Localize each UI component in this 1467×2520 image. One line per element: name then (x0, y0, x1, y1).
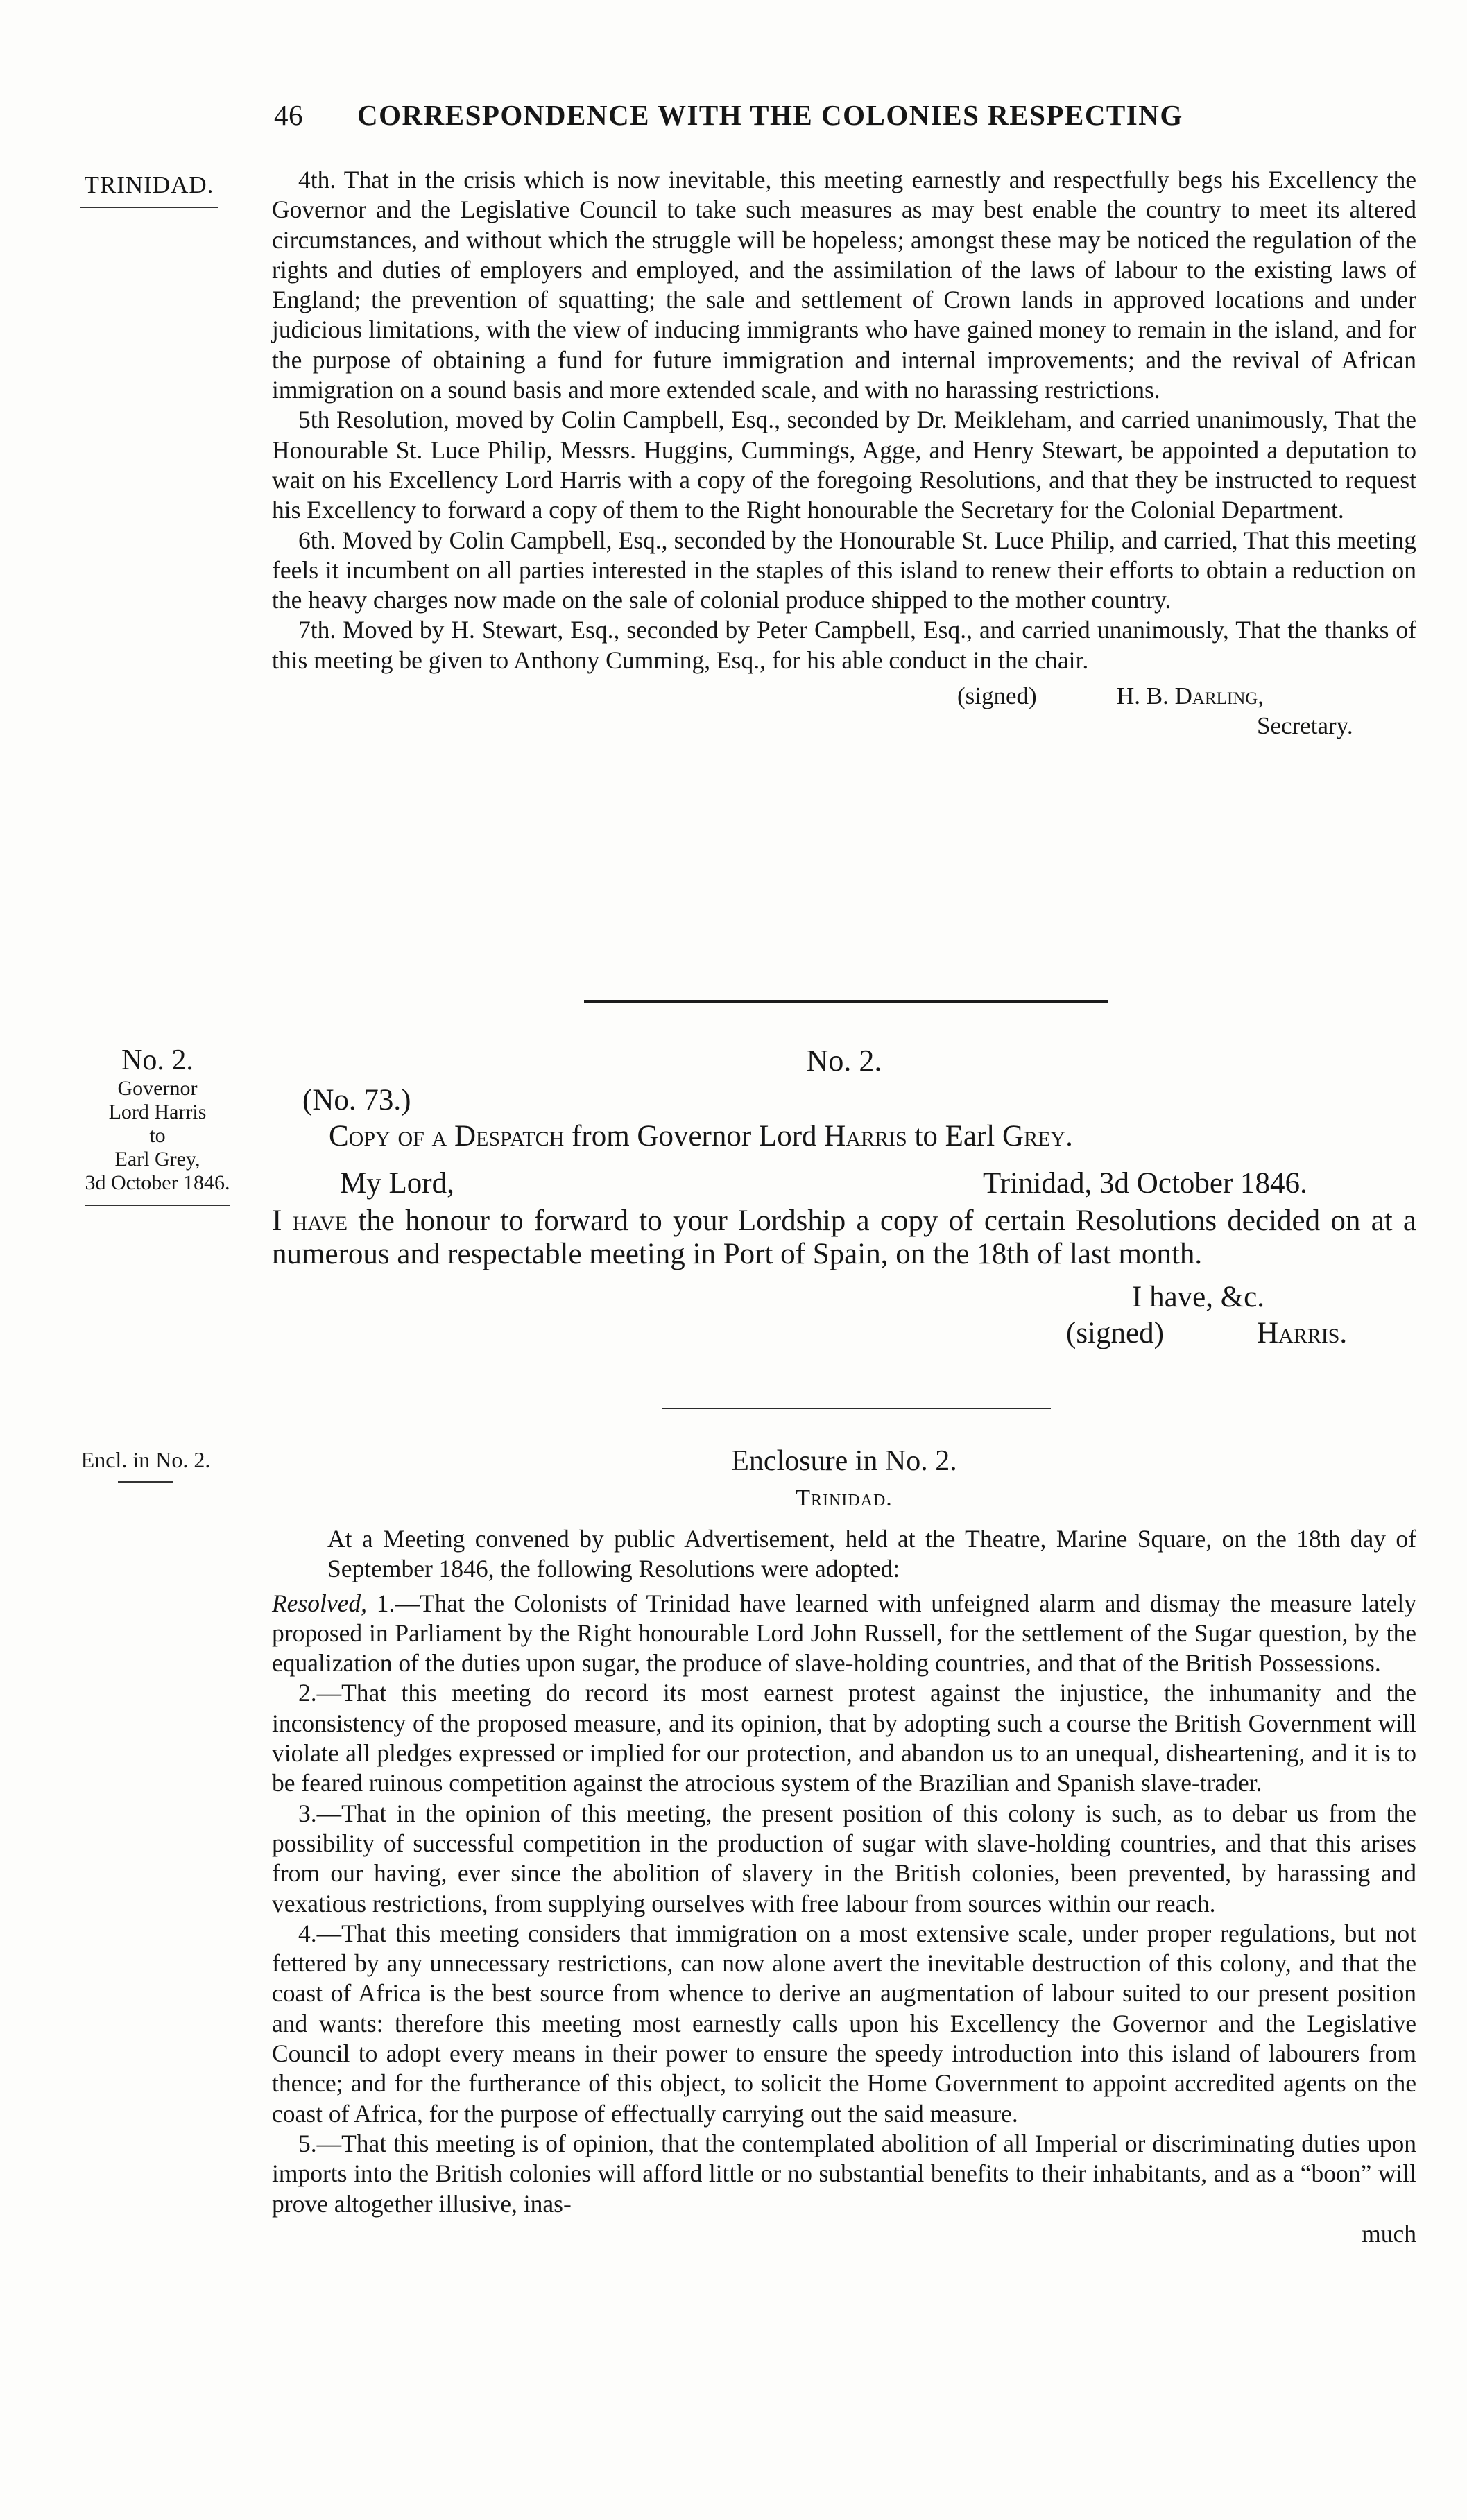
enclosure-res-3: 3.—That in the opinion of this meeting, the present position of this colony is such, as to debar us from the possibility of successful competition in the production of sugar with slave-holding countries, and that this arises from our having, ever since the abolition of slavery in the British colonies, been prevented, by harassing and vexatious restrictions, from supplying ourselves with free labour from sources within our reach. (272, 1799, 1416, 1917)
margin-encl-label: Encl. in No. 2. (80, 1447, 211, 1472)
running-header (274, 98, 1183, 132)
margin-no2-line4: Earl Grey, (114, 1148, 200, 1171)
signer-title: Secretary. (1257, 712, 1353, 740)
margin-no2-line3: to (149, 1124, 166, 1147)
body-first: I have (272, 1205, 348, 1237)
title-prefix: Copy of a (329, 1120, 447, 1153)
place-date: Trinidad, 3d October 1846. (983, 1167, 1307, 1200)
salutation-line (272, 1167, 1416, 1203)
margin-no2-title: No. 2. (121, 1044, 194, 1076)
enclosure-res-4: 4.—That this meeting considers that immigration on a most extensive scale, under proper regulations, but not fettered by any unnecessary restrictions, can now alone avert the inevitable destruction of this colony, and that the coast of Africa is the best source from whence to derive an augmentation of labour suited to our present position and wants: therefore this meeting most earnestly calls upon his Excellency the Governor and the Legislative Council to adopt every means in their power to ensure the speedy introduction into this island of labourers from thence; and for the furtherance of this object, to solicit the Home Government to appoint accredited agents on the coast of Africa, for the purpose of effectually carrying out the said measure. (272, 1919, 1416, 2128)
despatch-signer: Harris. (1257, 1317, 1348, 1349)
despatch-closing (272, 1281, 1416, 1357)
enclosure-heading: Enclosure in No. 2. (731, 1445, 957, 1477)
salutation: My Lord, (340, 1167, 454, 1200)
closing: I have, &c. (1132, 1281, 1265, 1313)
page-number: 46 (274, 99, 303, 131)
signer-name: H. B. Darling, (1117, 682, 1264, 710)
margin-no2-divider (85, 1205, 230, 1206)
despatch-signed: (signed) (1066, 1317, 1164, 1349)
margin-no2 (64, 1044, 251, 1206)
resolution-7: 7th. Moved by H. Stewart, Esq., seconded by Peter Campbell, Esq., and carried unanimously, That the thanks of this meeting be given to Anthony Cumming, Esq., for his able conduct in the chair. (272, 616, 1416, 674)
enclosure-section (272, 1444, 1416, 2249)
title-despatch: Despatch (454, 1120, 565, 1153)
despatch-heading: No. 2. (806, 1044, 882, 1078)
section-divider (584, 1000, 1108, 1003)
enclosure-intro: At a Meeting convened by public Advertisement, held at the Theatre, Marine Square, on the 18th day of September 1846, the following Resolutions were adopted: (327, 1525, 1416, 1583)
despatch-title (329, 1120, 1416, 1153)
body-rest: the honour to forward to your Lordship a copy of certain Resolutions decided on at a numerous and respectable meeting in Port of Spain, on the 18th of last month. (272, 1205, 1416, 1270)
signed-label: (signed) (957, 682, 1037, 710)
margin-trinidad (69, 173, 229, 208)
margin-encl (49, 1448, 243, 1483)
header-title: CORRESPONDENCE WITH THE COLONIES RESPECTING (357, 99, 1183, 131)
title-middle: from Governor Lord (572, 1120, 817, 1153)
top-section (272, 165, 1416, 743)
res-1-text: 1.—That the Colonists of Trinidad have learned with unfeigned alarm and dismay the measure lately proposed in Parliament by the Right honourable Lord John Russell, for the settlement of the Sugar question, by the equalization of the duties upon sugar, the produce of slave-holding countries, and that of the British Possessions. (272, 1589, 1416, 1677)
resolution-6: 6th. Moved by Colin Campbell, Esq., seconded by the Honourable St. Luce Philip, and carried, That this meeting feels it incumbent on all parties interested in the staples of this island to renew their efforts to obtain a reduction on the heavy charges now made on the sale of colonial produce shipped to the mother country. (272, 526, 1416, 614)
title-to: to Earl (914, 1120, 995, 1153)
resolution-4: 4th. That in the crisis which is now inevitable, this meeting earnestly and respectfully begs his Excellency the Governor and the Legislative Council to take such measures as may best enable the country to meet its altered circumstances, and without which the struggle will be hopeless; amongst these may be noticed the regulation of the rights and duties of employers and employed, and the assimilation of the laws of labour to the existing laws of England; the prevention of squatting; the sale and settlement of Crown lands in approved locations and under judicious limitations, with the view of inducing immigrants who have gained money to remain in the island, and for the purpose of obtaining a fund for future immigration and internal improvements; and the revival of African immigration on a sound basis and more extended scale, and with no harassing restrictions. (272, 166, 1416, 404)
enclosure-res-5: 5.—That this meeting is of opinion, that the contemplated abolition of all Imperial or discriminating duties upon imports into the British colonies will afford little or no substantial benefits to their inhabitants, and as a “boon” will prove altogether illusive, inas- (272, 2129, 1416, 2218)
margin-divider (80, 207, 218, 208)
margin-encl-divider (118, 1481, 173, 1483)
resolution-5: 5th Resolution, moved by Colin Campbell, Esq., seconded by Dr. Meikleham, and carried unanimously, That the Honourable St. Luce Philip, Messrs. Huggins, Cummings, Agge, and Henry Stewart, be appointed a deputation to wait on his Excellency Lord Harris with a copy of the foregoing Resolutions, and that they be instructed to request his Excellency to forward a copy of them to the Right honourable the Secretary for the Colonial Department. (272, 406, 1416, 524)
enclosure-res-2: 2.—That this meeting do record its most earnest protest against the injustice, the inhumanity and the inconsistency of the proposed measure, and its opinion, that by adopting such a course the British Government will violate all pledges expressed or implied for our protection, and abandon us to an unequal, disheartening, and it is to be feared ruinous competition against the atrocious system of the Brazilian and Spanish slave-trader. (272, 1679, 1416, 1797)
margin-no2-line1: Governor (117, 1077, 198, 1100)
margin-no2-line2: Lord Harris (108, 1101, 207, 1123)
margin-trinidad-label: TRINIDAD. (84, 171, 214, 198)
despatch-section (272, 1044, 1416, 1357)
resolved-label: Resolved, (272, 1589, 368, 1617)
margin-no2-line5: 3d October 1846. (85, 1171, 230, 1194)
darling-signature (272, 681, 1416, 743)
catchword: much (1362, 2219, 1416, 2247)
despatch-number: (No. 73.) (302, 1084, 411, 1116)
enclosure-place: Trinidad. (796, 1485, 893, 1511)
title-grey: Grey. (1002, 1120, 1073, 1153)
title-harris: Harris (824, 1120, 907, 1153)
despatch-body (272, 1205, 1416, 1271)
enclosure-res-1 (272, 1589, 1416, 1679)
enclosure-divider (662, 1408, 1051, 1409)
